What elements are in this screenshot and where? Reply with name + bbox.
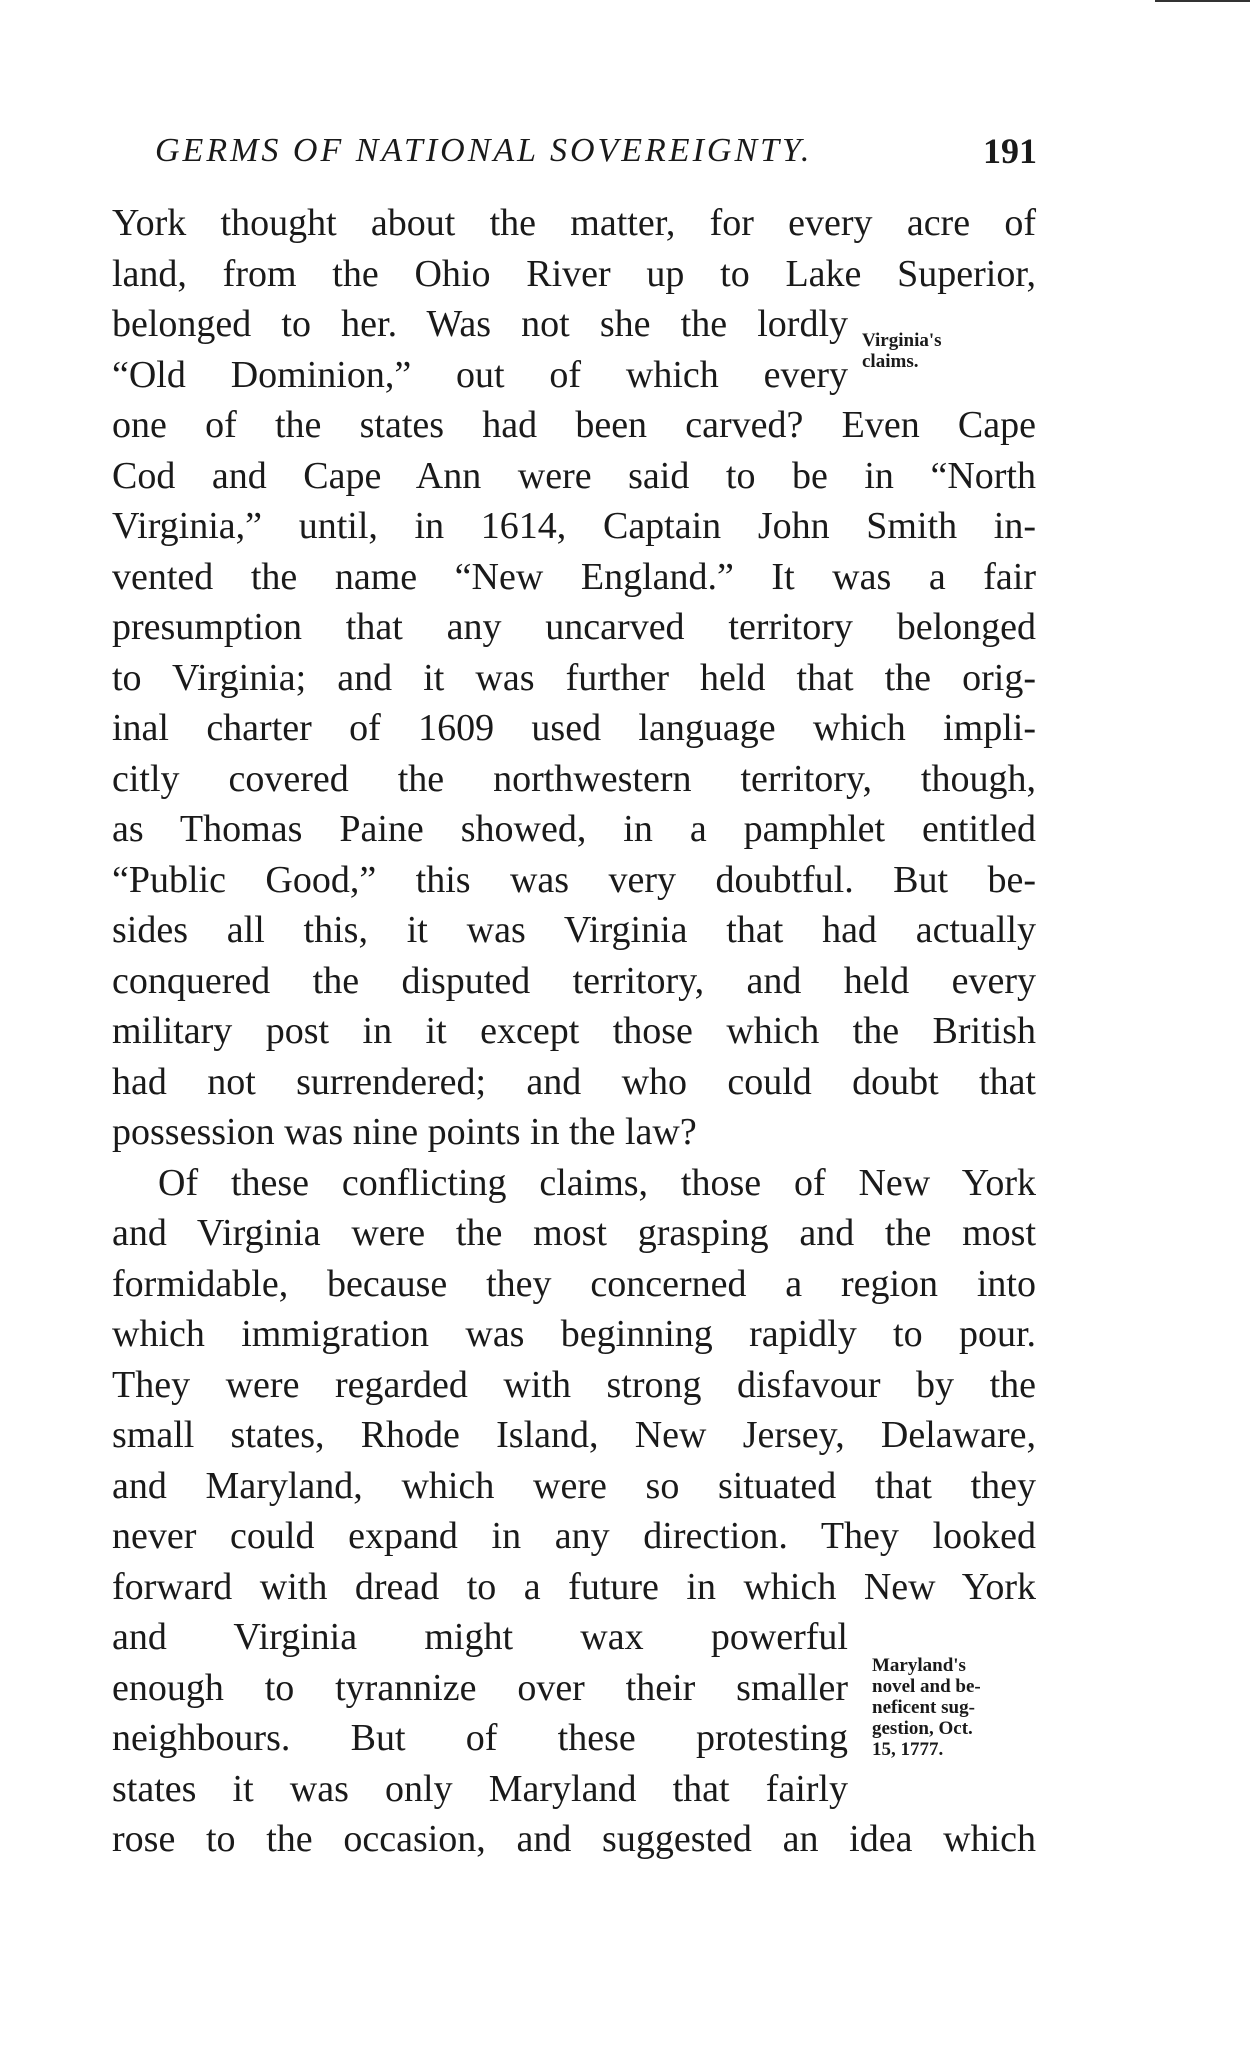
text-line: rose to the occasion, and suggested an idea which — [112, 1818, 1036, 1860]
text-line: sides all this, it was Virginia that had actually — [112, 909, 1036, 951]
text-line: one of the states had been carved? Even Cape — [112, 404, 1036, 446]
text-line: Cod and Cape Ann were said to be in “North — [112, 454, 1036, 497]
body-text — [112, 198, 1036, 1865]
text-line: land, from the Ohio River up to Lake Superior, — [112, 252, 1036, 295]
text-line: which immigration was beginning rapidly to pour. — [112, 1313, 1036, 1355]
text-line: formidable, because they concerned a region into — [112, 1262, 1036, 1305]
margin-note-line: Virginia's — [862, 330, 942, 351]
text-line: inal charter of 1609 used language which impli- — [112, 707, 1036, 749]
page-number: 191 — [983, 131, 1037, 171]
margin-note-line: claims. — [862, 351, 919, 372]
text-line: presumption that any uncarved territory belonged — [112, 606, 1036, 648]
text-line: and Maryland, which were so situated that they — [112, 1464, 1036, 1507]
page-corner-mark — [1155, 0, 1250, 8]
text-line: and Virginia might wax powerful — [112, 1616, 848, 1658]
text-line: They were regarded with strong disfavour by the — [112, 1363, 1036, 1406]
text-line: military post in it except those which the British — [112, 1010, 1036, 1052]
margin-note-maryland-suggestion — [872, 1655, 981, 1760]
text-line: and Virginia were the most grasping and the most — [112, 1212, 1036, 1254]
text-line: enough to tyrannize over their smaller — [112, 1666, 848, 1709]
text-line: “Old Dominion,” out of which every — [112, 353, 848, 396]
text-line: never could expand in any direction. They looked — [112, 1515, 1036, 1557]
text-line: as Thomas Paine showed, in a pamphlet entitled — [112, 808, 1036, 850]
page-header — [155, 126, 1037, 176]
text-line: belonged to her. Was not she the lordly — [112, 303, 848, 345]
text-line: states it was only Maryland that fairly — [112, 1767, 848, 1810]
text-line: York thought about the matter, for every acre of — [112, 202, 1036, 244]
running-head: GERMS OF NATIONAL SOVEREIGNTY. — [155, 132, 813, 169]
text-line: Of these conflicting claims, those of New York — [158, 1161, 1036, 1204]
text-line: forward with dread to a future in which New York — [112, 1565, 1036, 1608]
margin-note-line: neficent sug- — [872, 1697, 975, 1718]
margin-note-line: gestion, Oct. — [872, 1718, 973, 1739]
text-line: citly covered the northwestern territory, though, — [112, 757, 1036, 800]
text-line: “Public Good,” this was very doubtful. But be- — [112, 858, 1036, 901]
margin-note-line: novel and be- — [872, 1676, 981, 1697]
text-line: to Virginia; and it was further held that the orig- — [112, 656, 1036, 699]
text-line: neighbours. But of these protesting — [112, 1717, 848, 1759]
margin-note-line: 15, 1777. — [872, 1739, 944, 1760]
text-line: conquered the disputed territory, and held every — [112, 959, 1036, 1002]
margin-note-virginia-claims — [862, 330, 942, 372]
text-line: vented the name “New England.” It was a fair — [112, 555, 1036, 598]
text-line: possession was nine points in the law? — [112, 1111, 697, 1153]
text-line: small states, Rhode Island, New Jersey, Delaware, — [112, 1414, 1036, 1456]
margin-note-line: Maryland's — [872, 1655, 966, 1676]
text-line: Virginia,” until, in 1614, Captain John Smith in- — [112, 505, 1036, 547]
text-line: had not surrendered; and who could doubt that — [112, 1060, 1036, 1103]
